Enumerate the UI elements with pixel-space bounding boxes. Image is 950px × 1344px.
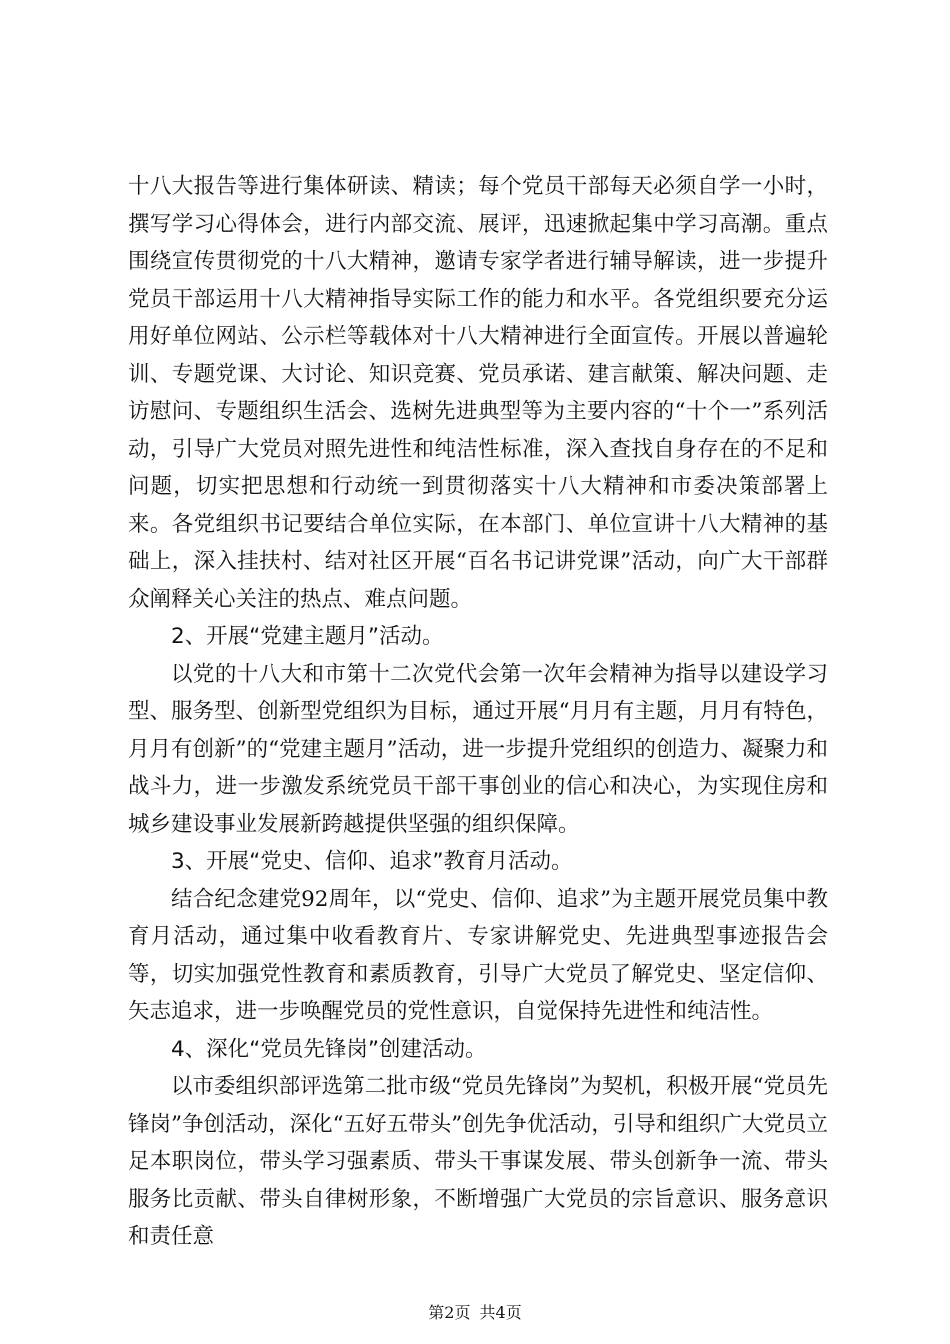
section-heading-2: 2、开展“党建主题月”活动。 xyxy=(171,624,444,649)
section-heading-3: 3、开展“党史、信仰、追求”教育月活动。 xyxy=(171,849,573,874)
document-body xyxy=(128,168,828,1256)
page-footer xyxy=(0,1300,950,1323)
paragraph-1: 十八大报告等进行集体研读、精读；每个党员干部每天必须自学一小时，撰写学习心得体会，进行内部交流、展评，迅速掀起集中学习高潮。重点围绕宣传贯彻党的十八大精神，邀请专家学者进行辅导解读，进一步提升党员干部运用十八大精神指导实际工作的能力和水平。各党组织要充分运用好单位网站、公示栏等载体对十八大精神进行全面宣传。开展以普遍轮训、专题党课、大讨论、知识竞赛、党员承诺、建言献策、解决问题、走访慰问、专题组织生活会、选树先进典型等为主要内容的“十个一”系列活动，引导广大党员对照先进性和纯洁性标准，深入查找自身存在的不足和问题，切实把思想和行动统一到贯彻落实十八大精神和市委决策部署上来。各党组织书记要结合单位实际，在本部门、单位宣讲十八大精神的基础上，深入挂扶村、结对社区开展“百名书记讲党课”活动，向广大干部群众阐释关心关注的热点、难点问题。 xyxy=(128,174,828,612)
paragraph-3: 结合纪念建党92周年，以“党史、信仰、追求”为主题开展党员集中教育月活动，通过集中收看教育片、专家讲解党史、先进典型事迹报告会等，切实加强党性教育和素质教育，引导广大党员了解党史、坚定信仰、矢志追求，进一步唤醒党员的党性意识，自觉保持先进性和纯洁性。 xyxy=(128,886,828,1024)
page-number: 第2页 xyxy=(428,1303,471,1322)
section-heading-4: 4、深化“党员先锋岗”创建活动。 xyxy=(171,1036,487,1062)
page-total: 共4页 xyxy=(479,1303,522,1322)
paragraph-2: 以党的十八大和市第十二次党代会第一次年会精神为指导以建设学习型、服务型、创新型党组织为目标，通过开展“月月有主题，月月有特色，月月有创新”的“党建主题月”活动，进一步提升党组织的创造力、凝聚力和战斗力，进一步激发系统党员干部干事创业的信心和决心，为实现住房和城乡建设事业发展新跨越提供坚强的组织保障。 xyxy=(128,661,828,837)
paragraph-4: 以市委组织部评选第二批市级“党员先锋岗”为契机，积极开展“党员先锋岗”争创活动，深化“五好五带头”创先争优活动，引导和组织广大党员立足本职岗位，带头学习强素质、带头干事谋发展、带头创新争一流、带头服务比贡献、带头自律树形象，不断增强广大党员的宗旨意识、服务意识和责任意 xyxy=(128,1074,828,1249)
